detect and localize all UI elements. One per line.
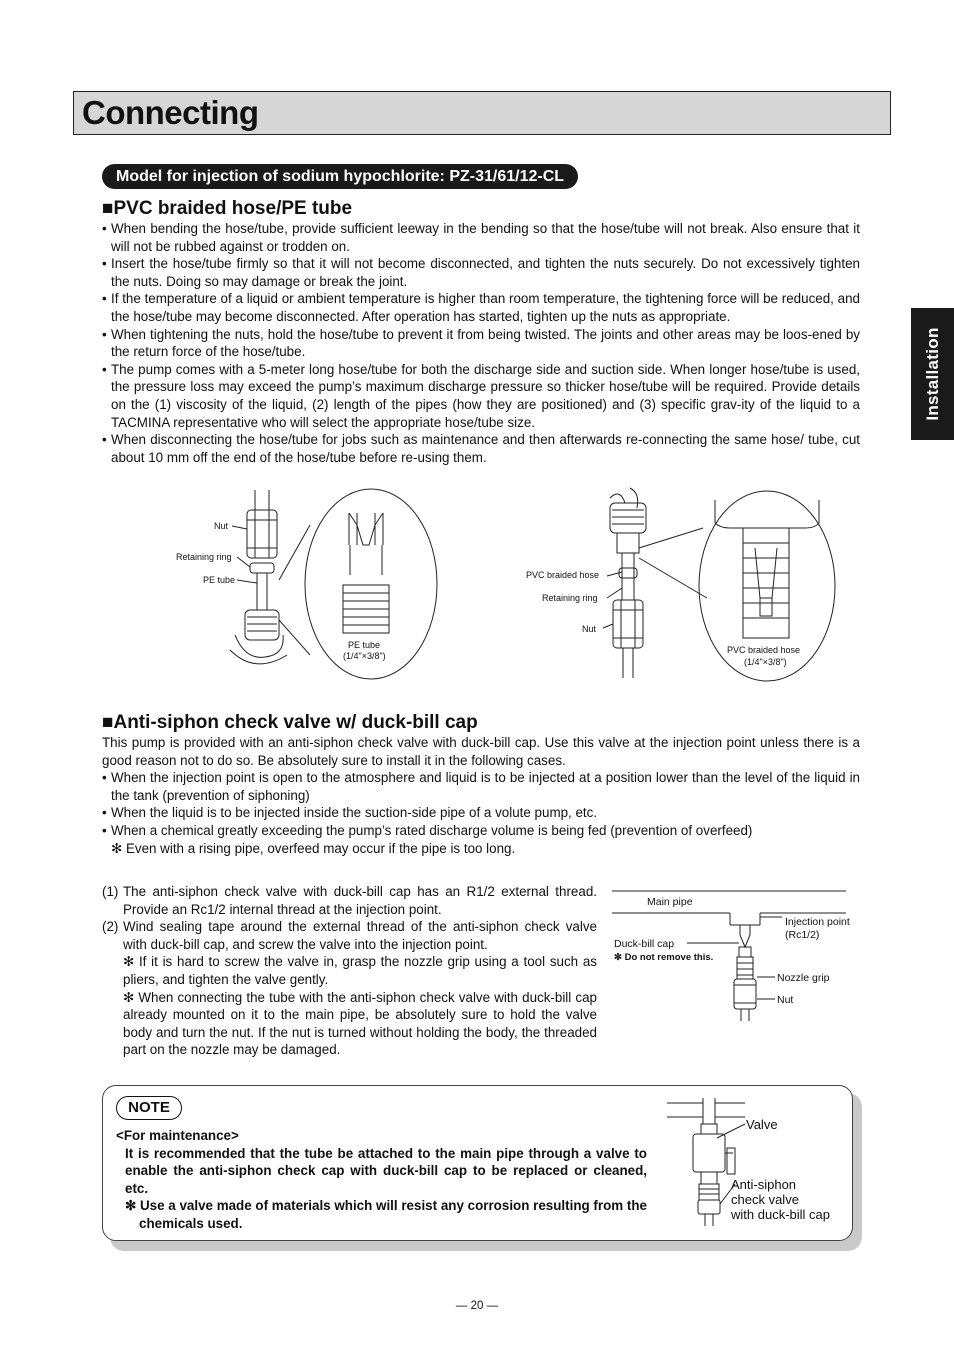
fig3-main-pipe-label: Main pipe <box>647 896 693 908</box>
fig1-pe-tube-label: PE tube <box>203 575 236 585</box>
check-valve-intro: This pump is provided with an anti-siphon check valve with duck-bill cap. Use this valve at the injection point unless there is a good reason not to do so. Be absolutely sure to install it in the following cases. <box>102 735 860 768</box>
note-body: It is recommended that the tube be attached to the main pipe through a valve to enable the anti-siphon check cap with duck-bill cap to be replaced or cleaned, etc. <box>125 1145 647 1196</box>
fig1-pe-tube-detail-label: PE tube <box>348 640 381 650</box>
section-heading-check-valve: ■Anti-siphon check valve w/ duck-bill cap <box>102 712 478 733</box>
section-heading-hose: ■PVC braided hose/PE tube <box>102 198 353 219</box>
check-valve-bullet-list <box>102 769 860 839</box>
note-check-valve-line: with duck-bill cap <box>731 1207 830 1222</box>
check-valve-section <box>102 734 860 857</box>
fig3-nut-label: Nut <box>777 994 794 1006</box>
overfeed-note: ✻ Even with a rising pipe, overfeed may occur if the pipe is too long. <box>111 840 516 856</box>
step-text: The anti-siphon check valve with duck-bill cap has an R1/2 external thread. Provide an Rc1/2 internal thread at the injection point. <box>123 884 597 917</box>
model-banner: Model for injection of sodium hypochlorite: PZ-31/61/12-CL <box>102 164 578 189</box>
pe-tube-diagram <box>225 485 445 685</box>
fig2-pvc-hose-size-label: (1/4"×3/8") <box>744 657 787 667</box>
fig1-pe-tube-size-label: (1/4"×3/8") <box>343 651 386 661</box>
step-text: Wind sealing tape around the external thread of the anti-siphon check valve with duck-bill cap, and screw the valve into the injection point. <box>123 919 597 952</box>
step-note: ✻ When connecting the tube with the anti-siphon check valve with duck-bill cap already mounted on it to the main pipe, be absolutely sure to hold the valve body and turn the nut. If the nut is turned without holding the body, the threaded part on the nozzle may be damaged. <box>123 989 597 1058</box>
installation-steps <box>102 883 597 1059</box>
note-asterisk: ✻ Use a valve made of materials which will resist any corrosion resulting from the chemicals used. <box>125 1198 647 1231</box>
step-number: (2) <box>102 919 119 935</box>
fig2-pvc-hose-detail-label: PVC braided hose <box>727 645 801 655</box>
fig2-pvc-hose-label: PVC braided hose <box>526 570 600 580</box>
list-item: • Insert the hose/tube firmly so that it will not become disconnected, and tighten the nuts securely. Do not excessively tighten the nuts. Doing so may damage or break the joint. <box>102 255 860 290</box>
note-valve-label: Valve <box>746 1117 778 1132</box>
pvc-hose-diagram <box>595 488 840 688</box>
note-check-valve-label <box>731 1177 830 1222</box>
page-title-bar <box>73 91 891 135</box>
note-badge: NOTE <box>116 1096 182 1120</box>
list-item: • When a chemical greatly exceeding the pump’s rated discharge volume is being fed (prevention of overfeed) <box>102 822 860 840</box>
fig3-do-not-remove-label: ✻ Do not remove this. <box>614 952 714 963</box>
list-item: • When tightening the nuts, hold the hose/tube to prevent it from being twisted. The joints and other areas may be loos-ened by the return force of the hose/tube. <box>102 326 860 361</box>
fig3-nozzle-grip-label: Nozzle grip <box>777 972 830 984</box>
fig2-nut-label: Nut <box>582 624 597 634</box>
page-title: Connecting <box>82 94 259 131</box>
step-item <box>102 918 597 953</box>
hose-bullet-list <box>102 220 860 466</box>
fig1-retaining-ring-label: Retaining ring <box>176 552 232 562</box>
step-item <box>102 883 597 918</box>
list-item: • The pump comes with a 5-meter long hose/tube for both the discharge side and suction side. When longer hose/tube is used, the pressure loss may exceed the pump’s maximum discharge pressure so thicker hose/tube will be required. Provide details on the (1) viscosity of the liquid, (2) length of the pipes (how they are positioned) and (3) specific grav-ity of the liquid to a TACMINA representative who will select the appropriate hose/tube size. <box>102 361 860 431</box>
page-number: — 20 — <box>455 1300 499 1312</box>
fig3-duck-bill-cap-label: Duck-bill cap <box>614 938 675 950</box>
fig2-retaining-ring-label: Retaining ring <box>542 593 598 603</box>
list-item: • When the liquid is to be injected inside the suction-side pipe of a volute pump, etc. <box>102 804 860 822</box>
note-content <box>116 1127 647 1233</box>
side-tab-label: Installation <box>922 327 942 421</box>
step-number: (1) <box>102 884 119 899</box>
list-item: • If the temperature of a liquid or ambient temperature is higher than room temperature, the tightening force will be reduced, and the hose/tube may become disconnected. After operation has started, tighten up the nuts as appropriate. <box>102 290 860 325</box>
list-item: • When bending the hose/tube, provide sufficient leeway in the bending so that the hose/tube will not break. Also ensure that it will not be rubbed against or trodden on. <box>102 220 860 255</box>
note-check-valve-line: Anti-siphon <box>731 1177 797 1192</box>
fig3-injection-point-label: Injection point <box>785 916 850 928</box>
step-note: ✻ If it is hard to screw the valve in, grasp the nozzle grip using a tool such as pliers, and tighten the valve gently. <box>123 954 597 987</box>
fig1-nut-label: Nut <box>214 521 229 531</box>
list-item: • When disconnecting the hose/tube for jobs such as maintenance and then afterwards re-connecting the same hose/ tube, cut about 10 mm off the end of the hose/tube before re-using them. <box>102 431 860 466</box>
side-tab-installation <box>911 308 954 440</box>
note-check-valve-line: check valve <box>731 1192 799 1207</box>
note-subheading: <For maintenance> <box>116 1128 239 1143</box>
list-item: • When the injection point is open to the atmosphere and liquid is to be injected at a position lower than the level of the liquid in the tank (prevention of siphoning) <box>102 769 860 804</box>
fig3-injection-thread-label: (Rc1/2) <box>785 929 820 941</box>
